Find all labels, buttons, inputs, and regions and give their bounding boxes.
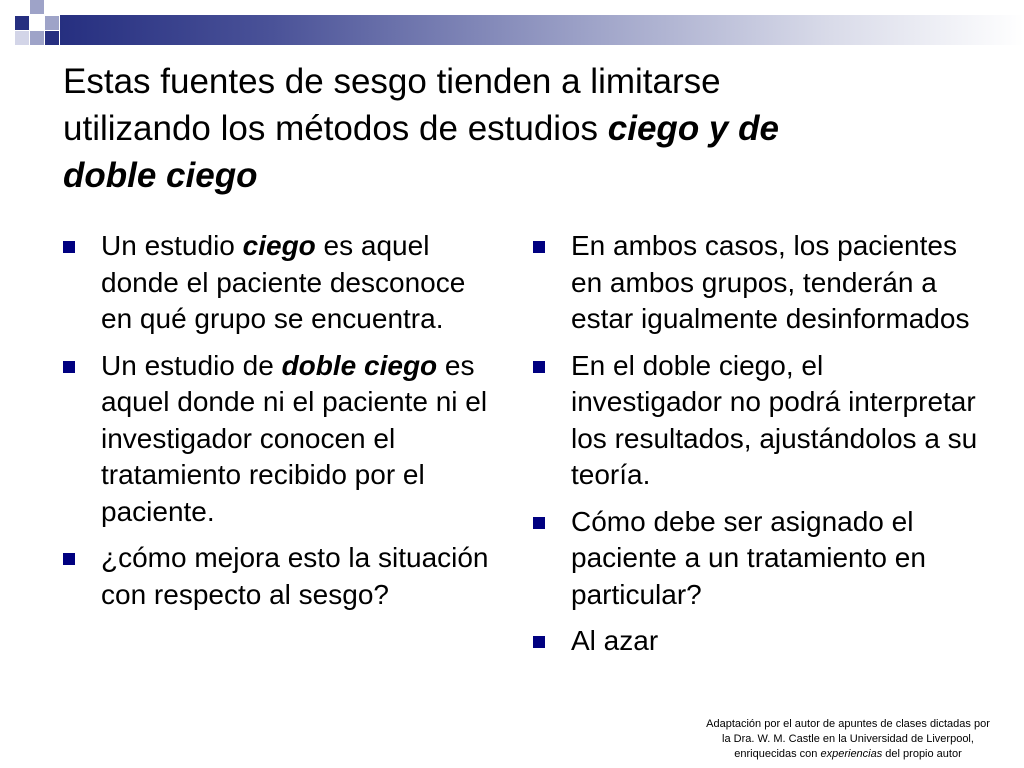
title-line2-plain: utilizando los métodos de estudios — [63, 109, 608, 148]
bullet-text-before: Un estudio de — [101, 349, 282, 381]
bullet-text-after: es aquel donde ni el paciente ni el investigador conocen el tratamiento recibido por el paciente. — [101, 349, 488, 527]
attribution-footnote — [688, 717, 1008, 762]
list-item — [530, 348, 980, 494]
bullet-text: En ambos casos, los pacientes en ambos grupos, tenderán a estar igualmente desinformados — [571, 230, 970, 334]
bullet-text: Al azar — [571, 625, 659, 656]
list-item — [60, 348, 490, 531]
footnote-line3-emphasis: experiencias — [820, 748, 883, 760]
square-light — [45, 16, 59, 30]
square-dark — [45, 31, 59, 45]
title-line2-emphasis: ciego y de — [607, 109, 779, 148]
square-bullet-icon — [533, 636, 545, 648]
square-bullet-icon — [63, 361, 75, 373]
title-line1: Estas fuentes de sesgo tienden a limitarse — [63, 62, 721, 101]
square-bullet-icon — [63, 241, 75, 253]
left-column — [60, 228, 490, 623]
left-bullet-list — [60, 228, 490, 613]
bullet-text-emphasis: ciego — [242, 230, 316, 261]
square-bullet-icon — [533, 241, 545, 253]
right-bullet-list — [530, 228, 980, 660]
square-bullet-icon — [63, 553, 75, 565]
square-bullet-icon — [533, 517, 545, 529]
square-bullet-icon — [533, 361, 545, 373]
footnote-line3-before: enriquecidas con — [734, 748, 821, 760]
list-item — [530, 623, 980, 660]
square-light — [30, 31, 44, 45]
bullet-text-emphasis: doble ciego — [281, 349, 438, 381]
bullet-text: ¿cómo mejora esto la situación con respecto al sesgo? — [101, 542, 489, 610]
list-item — [530, 228, 980, 338]
list-item — [530, 504, 980, 614]
slide-title — [63, 58, 963, 199]
right-column — [530, 228, 980, 670]
bullet-text-after: es aquel donde el paciente desconoce en qué grupo se encuentra. — [101, 230, 466, 334]
square-lighter — [15, 31, 29, 45]
list-item — [60, 228, 490, 338]
bullet-text-before: Un estudio — [101, 230, 243, 261]
footnote-line3-after: del propio autor — [882, 748, 962, 760]
bullet-text: Cómo debe ser asignado el paciente a un tratamiento en particular? — [571, 505, 926, 610]
header-gradient-bar — [60, 15, 1024, 45]
square-dark — [15, 16, 29, 30]
bullet-text: En el doble ciego, el investigador no podrá interpretar los resultados, ajustándolos a su teoría. — [571, 349, 978, 490]
list-item — [60, 540, 490, 613]
title-line3-emphasis: doble ciego — [63, 156, 258, 195]
footnote-line2: la Dra. W. M. Castle en la Universidad de Liverpool, — [722, 733, 974, 745]
square-light — [30, 0, 44, 14]
footnote-line1: Adaptación por el autor de apuntes de clases dictadas por — [706, 718, 990, 730]
